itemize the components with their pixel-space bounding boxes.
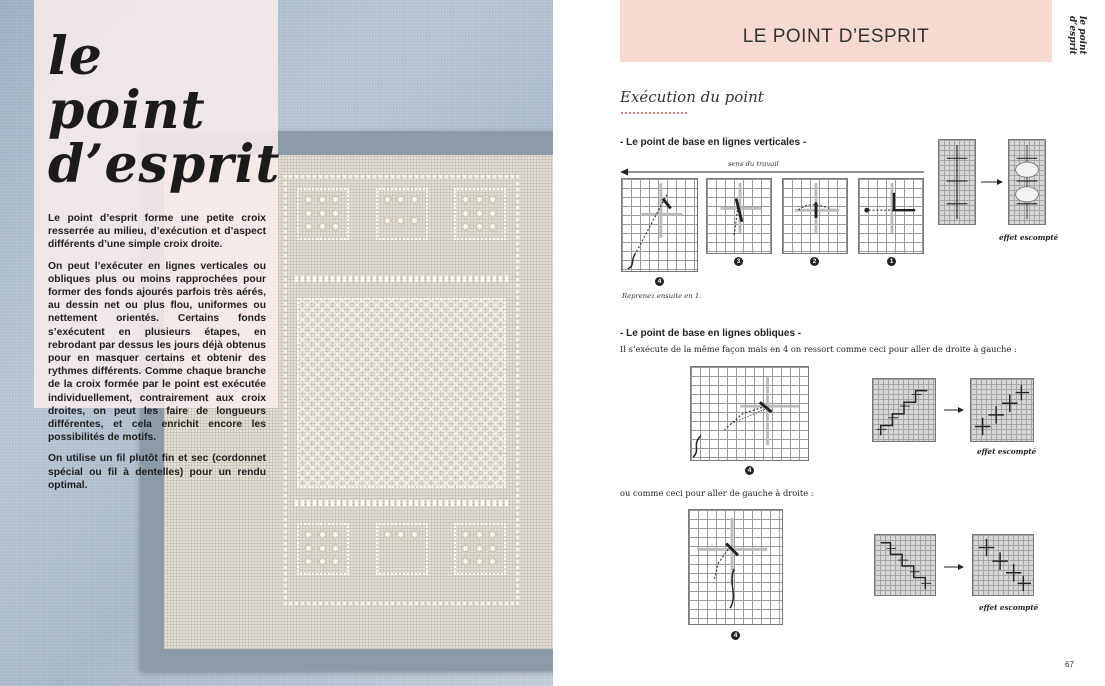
zigzag-stitch-icon xyxy=(875,535,935,595)
effect-caption: effet escompté xyxy=(999,233,1059,242)
repeat-note: Reprenez ensuite en 1. xyxy=(622,292,702,300)
header-band xyxy=(620,0,1052,62)
embroidery-motif xyxy=(297,188,349,240)
oblique-diagram-right-to-left xyxy=(690,366,809,461)
oblique-diagram-left-to-right xyxy=(688,509,783,625)
result-arrow-icon xyxy=(981,178,1003,186)
drawn-thread-embroidery xyxy=(284,175,519,605)
embroidery-top-row xyxy=(297,188,506,240)
chapter-title-line1: le point xyxy=(48,26,206,141)
oblique-stitch-sample-a xyxy=(872,378,936,442)
step-number-badge: 3 xyxy=(734,257,743,266)
diagram-step-1 xyxy=(858,178,924,254)
needle-path-icon xyxy=(707,179,771,253)
diagram-step-3 xyxy=(706,178,772,254)
needle-path-icon xyxy=(783,179,847,253)
intro-paragraph: On utilise un fil plutôt fin et sec (cordonnet spécial ou fil à dentelles) pour un rendu optimal. xyxy=(48,453,266,491)
right-page xyxy=(553,0,1105,686)
step-number-badge: 2 xyxy=(810,257,819,266)
heading-underline xyxy=(621,112,687,114)
oblique-section-heading: - Le point de base en lignes obliques - xyxy=(620,328,802,339)
embroidery-motif xyxy=(376,188,428,240)
oblique-stitch-effect-a xyxy=(970,378,1034,442)
step-number-badge: 4 xyxy=(655,277,664,286)
embroidery-border xyxy=(295,276,508,282)
embroidery-bottom-row xyxy=(297,523,506,575)
header-title: LE POINT D’ESPRIT xyxy=(742,26,930,47)
effect-caption: effet escompté xyxy=(977,447,1037,456)
diagram-step-2 xyxy=(782,178,848,254)
embroidery-central-field xyxy=(297,298,506,488)
open-work-icon xyxy=(1009,140,1045,224)
step-number-badge: 4 xyxy=(745,466,754,475)
direction-label: sens du travail xyxy=(728,160,779,168)
cross-stitch-icon xyxy=(971,379,1033,441)
needle-path-icon xyxy=(691,367,808,460)
running-side-label: le point d’esprit xyxy=(1067,16,1087,55)
zigzag-stitch-icon xyxy=(873,379,935,441)
step-number-badge: 4 xyxy=(731,631,740,640)
vertical-stitch-sample xyxy=(938,139,976,225)
embroidery-motif xyxy=(454,188,506,240)
direction-arrow-icon xyxy=(620,167,926,177)
needle-path-icon xyxy=(859,179,923,253)
diagram-step-4 xyxy=(621,178,698,272)
oblique-instruction-2: ou comme ceci pour aller de gauche à droite : xyxy=(620,488,814,498)
result-arrow-icon xyxy=(944,563,964,571)
result-arrow-icon xyxy=(944,406,964,414)
section-heading: Exécution du point xyxy=(620,88,764,106)
cross-stitch-icon xyxy=(939,140,975,224)
chapter-title-line2: d’esprit xyxy=(48,134,281,195)
vertical-section-heading: - Le point de base en lignes verticales - xyxy=(620,137,807,148)
embroidery-motif xyxy=(297,523,349,575)
page-number: 67 xyxy=(1065,660,1074,669)
embroidery-motif xyxy=(454,523,506,575)
needle-path-icon xyxy=(689,510,782,624)
intro-paragraph: Le point d’esprit forme une petite croix resserrée au milieu, d’exécution et d’aspect différents d’une simple croix droite. xyxy=(48,213,266,251)
oblique-stitch-sample-b xyxy=(874,534,936,596)
oblique-stitch-effect-b xyxy=(972,534,1034,596)
cross-stitch-icon xyxy=(973,535,1033,595)
embroidery-border xyxy=(295,500,508,506)
title-panel xyxy=(34,0,281,491)
step-number-badge: 1 xyxy=(887,257,896,266)
intro-paragraph: On peut l’exécuter en lignes verticales ou obliques plus ou moins rapprochées pour former des fonds ajourés parfois très aérés, au dessin net ou plus flou, uniformes ou nettement orientés. Certains fonds s’exécutent en plusieurs étapes, en rebrodant par dessus les jours déjà obtenus pour en masquer certains et obtenir des rythmes différents. Comme chaque branche de la croix formée par le point est exécutée individuellement, contrairement aux croix droites, on peut les faire de longueurs différentes, et cela enrichit encore les possibilités de motifs. xyxy=(48,260,266,444)
effect-caption: effet escompté xyxy=(979,603,1039,612)
intro-text xyxy=(48,212,266,492)
oblique-instruction-1: Il s’exécute de la même façon mais en 4 on ressort comme ceci pour aller de droite à gauche : xyxy=(620,344,1017,354)
embroidery-motif xyxy=(376,523,428,575)
needle-path-icon xyxy=(622,179,697,271)
vertical-stitch-effect xyxy=(1008,139,1046,225)
chapter-title xyxy=(48,26,281,195)
